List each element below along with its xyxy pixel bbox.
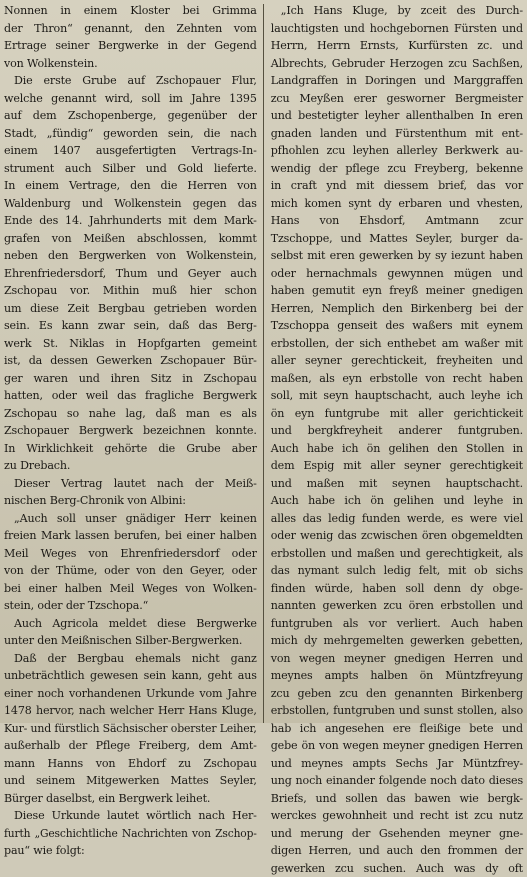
text-line: Ehrenfriedersdorf, Thum und Geyer auch xyxy=(4,265,257,283)
text-line: digen Herren, und auch den frommen der xyxy=(271,842,523,860)
text-line: von Wolkenstein. xyxy=(4,55,257,73)
text-line: wendig der pflege zcu Freyberg, bekenne xyxy=(271,160,523,178)
text-line: werckes gewohnheit und recht ist zcu nutz xyxy=(271,807,523,825)
text-line: werk St. Niklas in Hopfgarten gemeint xyxy=(4,335,257,353)
text-line: oder hernachmals gewynnen mügen und xyxy=(271,265,523,283)
text-line: einem 1407 ausgefertigten Vertrags-In- xyxy=(4,142,257,160)
text-line: mich dy mehrgemelten gewerken gebetten, xyxy=(271,632,523,650)
text-line: in craft ynd mit diessem brief, das vor xyxy=(271,177,523,195)
text-line: sein. Es kann zwar sein, daß das Berg- xyxy=(4,317,257,335)
text-line: der Thron“ genannt, den Zehnten vom xyxy=(4,20,257,38)
text-line: um diese Zeit Bergbau getrieben worden xyxy=(4,300,257,318)
text-line: hatten, oder weil das fragliche Bergwerk xyxy=(4,387,257,405)
text-line: „Ich Hans Kluge, by zceit des Durch- xyxy=(271,2,523,20)
text-line: 1478 hervor, nach welcher Herr Hans Kluge, xyxy=(4,702,257,720)
text-line: selbst mit eren gewerken by sy iezunt haben xyxy=(271,247,523,265)
text-line: Auch habe ich ön gelihen den Stollen in xyxy=(271,440,523,458)
text-line: Ende des 14. Jahrhunderts mit dem Mark- xyxy=(4,212,257,230)
text-line: strument auch Silber und Gold lieferte. xyxy=(4,160,257,178)
text-line: Meil Weges von Ehrenfriedersdorf oder xyxy=(4,545,257,563)
text-line: alles das ledig funden werde, es were viel xyxy=(271,510,523,528)
text-line: und meynes ampts Sechs Jar Müntzfrey- xyxy=(271,755,523,773)
text-line: „Auch soll unser gnädiger Herr keinen xyxy=(4,510,257,528)
text-line: von wegen meyner gnedigen Herren und xyxy=(271,650,523,668)
text-line: das nymant sulch ledig felt, mit ob sichs xyxy=(271,562,523,580)
text-line: ger waren und ihren Sitz in Zschopau xyxy=(4,370,257,388)
text-line: dem Espig mit aller seyner gerechtigkeit xyxy=(271,457,523,475)
right-text-column xyxy=(264,2,523,723)
text-line: Tzschoppa genseit des waßers mit eynem xyxy=(271,317,523,335)
text-line: Dieser Vertrag lautet nach der Meiß- xyxy=(4,475,257,493)
text-line: haben gemutit eyn freyß meiner gnedigen xyxy=(271,282,523,300)
text-line: lauchtigsten und hochgebornen Fürsten und xyxy=(271,20,523,38)
text-line: Diese Urkunde lautet wörtlich nach Her- xyxy=(4,807,257,825)
text-line: nannten gewerken zcu ören erbstollen und xyxy=(271,597,523,615)
text-line: zu Drebach. xyxy=(4,457,257,475)
text-line: Briefs, und sollen das bawen wie bergk- xyxy=(271,790,523,808)
text-line: aller seyner gerechtickeit, freyheiten und xyxy=(271,352,523,370)
text-line: zcu geben zcu den genannten Birkenberg xyxy=(271,685,523,703)
text-line: erbstollen, der sich enthebet am waßer mit xyxy=(271,335,523,353)
text-line: erbstollen und maßen und gerechtigkeit, als xyxy=(271,545,523,563)
text-line: Ertrage seiner Bergwerke in der Gegend xyxy=(4,37,257,55)
text-line: Albrechts, Gebruder Herzogen zcu Sachßen, xyxy=(271,55,523,73)
text-line: stein, oder der Tzschopa.“ xyxy=(4,597,257,615)
text-line: von der Thüme, oder von den Geyer, oder xyxy=(4,562,257,580)
text-line: unbeträchtlich gewesen sein kann, geht aus xyxy=(4,667,257,685)
text-line: Zschopau vor. Mithin muß hier schon xyxy=(4,282,257,300)
text-line: neben den Bergwerken von Wolkenstein, xyxy=(4,247,257,265)
text-line: Herrn, Herrn Ernsts, Kurfürsten zc. und xyxy=(271,37,523,55)
text-line: Bürger daselbst, ein Bergwerk leihet. xyxy=(4,790,257,808)
text-line: Tzschoppe, und Mattes Seyler, burger da- xyxy=(271,230,523,248)
text-line: oder wenig das zcwischen ören obgemeldten xyxy=(271,527,523,545)
text-line: Landgraffen in Doringen und Marggraffen xyxy=(271,72,523,90)
text-line: furth „Geschichtliche Nachrichten von Zschop- xyxy=(4,825,257,843)
text-line: hab ich angesehen ere fleißige bete und xyxy=(271,720,523,738)
text-line: und bestetigter leyher allenthalben In eren xyxy=(271,107,523,125)
text-line: erbstollen, funtgruben und sunst stollen, also xyxy=(271,702,523,720)
text-line: In Wirklichkeit gehörte die Grube aber xyxy=(4,440,257,458)
text-line: Hans von Ehsdorf, Amtmann zcur xyxy=(271,212,523,230)
text-line: welche genannt wird, soll im Jahre 1395 xyxy=(4,90,257,108)
text-line: auf dem Zschopenberge, gegenüber der xyxy=(4,107,257,125)
text-line: Auch habe ich ön gelihen und leyhe in xyxy=(271,492,523,510)
text-line: ist, da dessen Gewerken Zschopauer Bür- xyxy=(4,352,257,370)
text-line: Stadt, „fündig“ geworden sein, die nach xyxy=(4,125,257,143)
text-line: Nonnen in einem Kloster bei Grimma xyxy=(4,2,257,20)
text-line: und seinem Mitgewerken Mattes Seyler, xyxy=(4,772,257,790)
text-line: In einem Vertrage, den die Herren von xyxy=(4,177,257,195)
text-line: Daß der Bergbau ehemals nicht ganz xyxy=(4,650,257,668)
text-line: Herren, Nemplich den Birkenberg bei der xyxy=(271,300,523,318)
text-line: grafen von Meißen abschlossen, kommt xyxy=(4,230,257,248)
text-line: einer noch vorhandenen Urkunde vom Jahre xyxy=(4,685,257,703)
left-text-column xyxy=(4,2,263,723)
text-line: zcu Meyßen erer gesworner Bergmeister xyxy=(271,90,523,108)
text-line: gebe ön von wegen meyner gnedigen Herren xyxy=(271,737,523,755)
text-line: pau“ wie folgt: xyxy=(4,842,257,860)
text-line: Die erste Grube auf Zschopauer Flur, xyxy=(4,72,257,90)
text-line: gewerken zcu suchen. Auch was dy oft xyxy=(271,860,523,877)
text-line: bei einer halben Meil Weges von Wolken- xyxy=(4,580,257,598)
text-line: ön eyn funtgrube mit aller gerichtickeit xyxy=(271,405,523,423)
text-line: finden würde, haben soll denn dy obge- xyxy=(271,580,523,598)
text-line: funtgruben als vor verliert. Auch haben xyxy=(271,615,523,633)
text-line: unter den Meißnischen Silber-Bergwerken. xyxy=(4,632,257,650)
text-line: außerhalb der Pflege Freiberg, dem Amt- xyxy=(4,737,257,755)
text-line: Zschopau so nahe lag, daß man es als xyxy=(4,405,257,423)
text-line: und maßen mit seynen hauptschacht. xyxy=(271,475,523,493)
text-line: maßen, als eyn erbstolle von recht haben xyxy=(271,370,523,388)
text-line: pfhohlen zcu leyhen allerley Berkwerk au- xyxy=(271,142,523,160)
text-line: mann Hanns von Ehdorf zu Zschopau xyxy=(4,755,257,773)
text-line: freien Mark lassen berufen, bei einer halben xyxy=(4,527,257,545)
text-line: Auch Agricola meldet diese Bergwerke xyxy=(4,615,257,633)
text-line: meynes ampts halben ön Müntzfreyung xyxy=(271,667,523,685)
text-line: Zschopauer Bergwerk bezeichnen konnte. xyxy=(4,422,257,440)
text-line: soll, mit seyn hauptschacht, auch leyhe ich xyxy=(271,387,523,405)
text-line: nischen Berg-Chronik von Albini: xyxy=(4,492,257,510)
text-line: gnaden landen und Fürstenthum mit ent- xyxy=(271,125,523,143)
text-line: Waldenburg und Wolkenstein gegen das xyxy=(4,195,257,213)
text-line: und bergkfreyheit anderer funtgruben. xyxy=(271,422,523,440)
text-line: und merung der Gsehenden meyner gne- xyxy=(271,825,523,843)
text-line: Kur- und fürstlich Sächsischer oberster Leiher, xyxy=(4,720,257,738)
text-line: mich komen synt dy erbaren und vhesten, xyxy=(271,195,523,213)
text-line: ung noch einander folgende noch dato dieses xyxy=(271,772,523,790)
